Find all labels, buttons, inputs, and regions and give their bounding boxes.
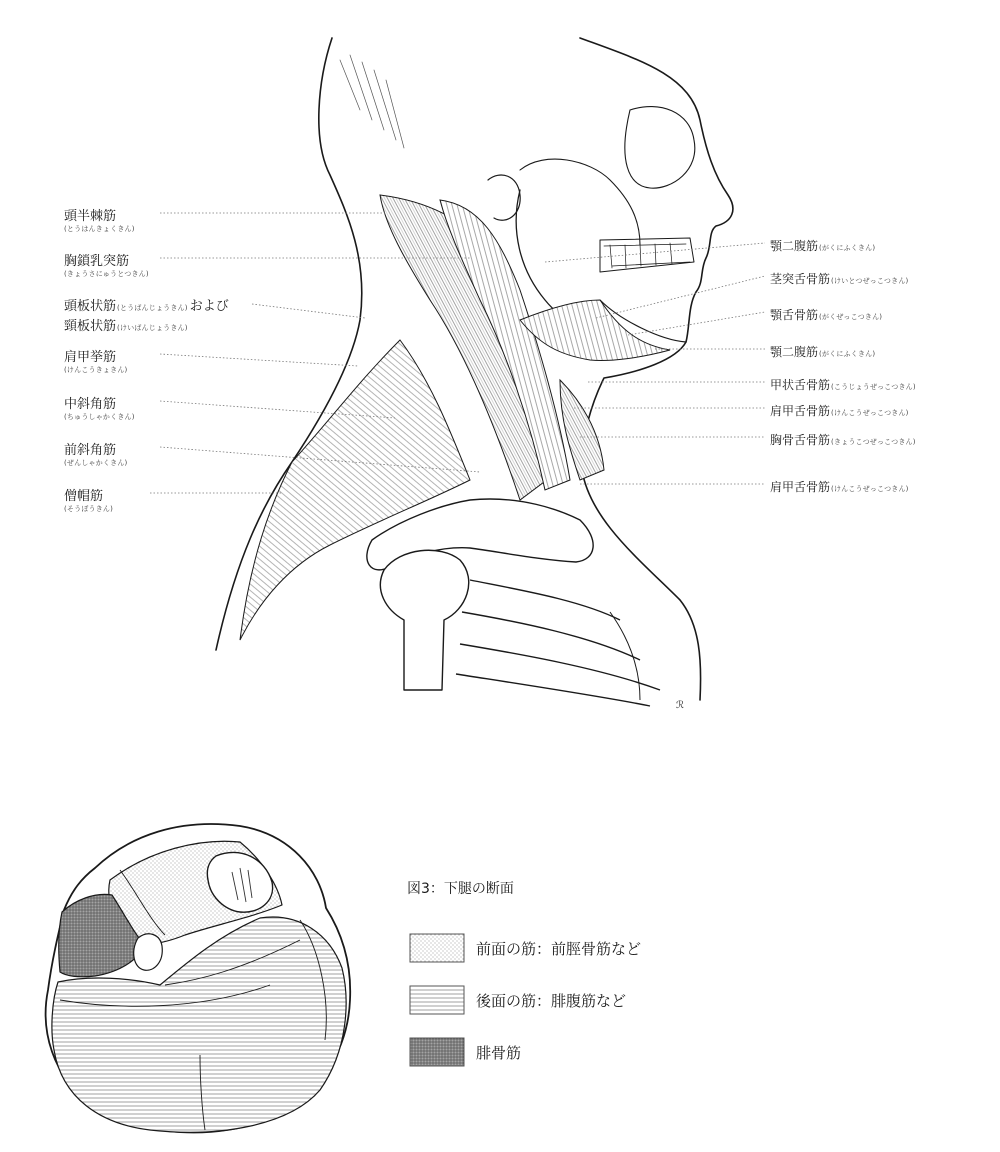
label-sternohyoid: 胸骨舌骨筋(きょうこつぜっこつきん): [770, 433, 916, 447]
legend-label-peroneal: 腓骨筋: [476, 1043, 522, 1062]
label-digastric-2: 顎二腹筋(がくにふくきん): [770, 345, 876, 359]
legend-item-peroneal: [410, 1038, 521, 1066]
figure-caption: 図3：下腿の断面: [407, 881, 514, 897]
label-omohyoid-1: 肩甲舌骨筋(けんこうぜっこつきん): [770, 404, 909, 418]
artist-signature-mark: ℛ: [676, 700, 684, 711]
label-digastric-1: 顎二腹筋(がくにふくきん): [770, 239, 876, 253]
legend-label-posterior: 後面の筋：腓腹筋など: [476, 991, 627, 1010]
legend-item-anterior: [410, 934, 641, 962]
label-mylohyoid: 顎舌骨筋(がくぜっこつきん): [770, 308, 883, 322]
label-middle-scalene: 中斜角筋 (ちゅうしゃかくきん): [64, 397, 135, 421]
label-trapezius: 僧帽筋 (そうぼうきん): [64, 489, 114, 513]
label-sternocleidomastoid: 胸鎖乳突筋 (きょうさにゅうとつきん): [64, 254, 149, 278]
label-anterior-scalene: 前斜角筋 (ぜんしゃかくきん): [64, 443, 128, 467]
label-stylohyoid: 茎突舌骨筋(けいとつぜっこつきん): [770, 272, 909, 286]
shoulder-bones: [367, 499, 660, 706]
legend-label-anterior: 前面の筋：前脛骨筋など: [476, 939, 642, 958]
label-thyrohyoid: 甲状舌骨筋(こうじょうぜっこつきん): [770, 378, 916, 392]
leg-cross-section: [46, 824, 351, 1132]
label-splenius-capitis-cervicis: 頭板状筋(とうばんじょうきん) および 頸板状筋(けいばんじょうきん): [64, 299, 229, 334]
label-semispinalis-capitis: 頭半棘筋 (とうはんきょくきん): [64, 209, 135, 233]
legend-item-posterior: [410, 986, 626, 1014]
label-levator-scapulae: 肩甲挙筋 (けんこうきょきん): [64, 350, 128, 374]
label-omohyoid-2: 肩甲舌骨筋(けんこうぜっこつきん): [770, 480, 909, 494]
